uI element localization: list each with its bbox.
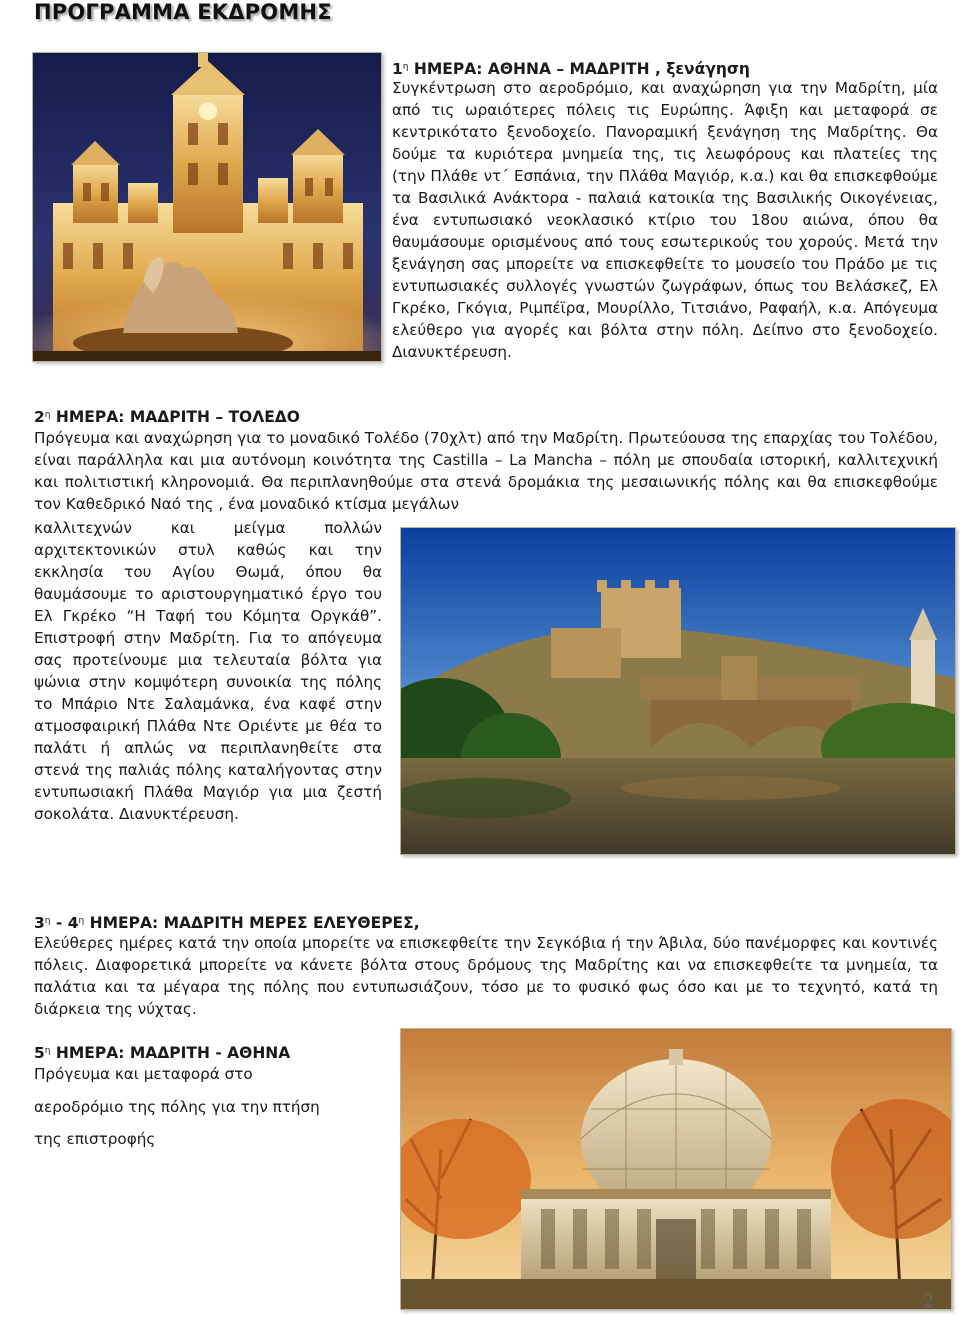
day1-text: Συγκέντρωση στο αεροδρόμιο, και αναχώρηση για την Μαδρίτη, μία από τις ωραιότερες πόλεις τις Ευρώπης. Άφιξη και μεταφορά σε κεντρικότατο ξενοδοχείο. Πανοραμική ξενάγηση της Μαδρίτης. Θα δούμε τα κυριότερα μνημεία της, τις λεωφόρους και πλατείες της (την Πλάθε ντ΄ Εσπάνια, την Πλάθα Μαγιόρ, κ.α.) και θα επισκεφθούμε τα Βασιλικά Ανάκτορα - παλαιά κατοικία της Βασιλικής Οικογένειας, ένα εντυπωσιακό νεοκλασικό κτίριο του 18ου αιώνα, όπου θα θαυμάσουμε ορισμένους από τους εσωτερικούς του χορούς. Μετά την ξενάγηση σας μπορείτε να επισκεφθείτε το μουσείο του Πράδο με τις εντυπωσιακές συλλογές γνωστών ζωγράφων, όπως του Βελάσκεζ, Ελ Γκρέκο, Γκόγια, Ριμπέϊρα, Μουρίλλο, Τιτσιάνο, Ραφαήλ, κ.α. Απόγευμα ελεύθερο για αγορές και βόλτα στην πόλη. Δείπνο στο ξενοδοχείο. Διανυκτέρευση.: [392, 79, 938, 361]
page-number: 2: [922, 1291, 934, 1312]
day34-text: Ελεύθερες ημέρες κατά την οποία μπορείτε να επισκεφθείτε την Σεγκόβια ή την Άβιλα, δύο πανέμορφες και κοντινές πόλεις. Διαφορετικά μπορείτε να κάνετε βόλτα στους δρόμους της Μαδρίτης και να επισκεφθείτε τα μνημεία, τα παλάτια και τα μέγαρα της πόλης που εντυπωσιάζουν, τόσο με το φυσικό φως όσο και με το τεχνητό, κατά τη διάρκεια της νύχτας.: [34, 934, 938, 1018]
day34-sup2: η: [78, 916, 85, 926]
day34-num1: 3: [34, 914, 45, 932]
day34-num2: 4: [67, 914, 79, 932]
day1-sup: η: [402, 62, 409, 72]
day2-heading: [34, 404, 934, 428]
day34-sup1: η: [44, 916, 51, 926]
toledo-bridge-photo: [400, 527, 956, 855]
day5-line2: αεροδρόμιο της πόλης για την πτήση: [34, 1098, 320, 1116]
day5-heading: [34, 1040, 394, 1064]
page-title: ΠΡΟΓΡΑΜΜΑ ΕΚΔΡΟΜΗΣ: [34, 0, 332, 24]
day5-line1: Πρόγευμα και μεταφορά στο: [34, 1065, 253, 1083]
day34-heading-text: ΗΜΕΡΑ: ΜΑΔΡΙΤΗ ΜΕΡΕΣ ΕΛΕΥΘΕΡΕΣ,: [84, 914, 420, 932]
cibeles-palace-photo: [32, 52, 382, 362]
day2-num: 2: [34, 408, 45, 426]
crystal-palace-photo: [400, 1028, 952, 1310]
day2-heading-text: ΗΜΕΡΑ: ΜΑΔΡΙΤΗ – ΤΟΛΕΔΟ: [50, 408, 300, 426]
day34-heading: [34, 910, 934, 934]
day2-sup: η: [44, 410, 51, 420]
day5-line3: της επιστροφής: [34, 1130, 156, 1148]
day1-heading-text: ΗΜΕΡΑ: ΑΘΗΝΑ – ΜΑΔΡΙΤΗ , ξενάγηση: [408, 60, 750, 78]
day2-text-top: Πρόγευμα και αναχώρηση για το μοναδικό Τολέδο (70χλτ) από την Μαδρίτη. Πρωτεύουσα της επαρχίας του Τολέδου, είναι παράλληλα και μια αυτόνομη κοινότητα της Castilla – La Mancha – πόλη με σπουδαία ιστορική, καλλιτεχνική και πολιτιστική κληρονομιά. Θα περιπλανηθούμε στα στενά δρομάκια της μεσαιωνικής πόλης και θα επισκεφθούμε τον Καθεδρικό Ναό της , ένα μοναδικό κτίσμα μεγάλων: [34, 429, 938, 513]
day5-num: 5: [34, 1044, 45, 1062]
day5-sup: η: [44, 1046, 51, 1056]
day2-text-side: καλλιτεχνών και μείγμα πολλών αρχιτεκτονικών στυλ καθώς και την εκκλησία του Αγίου Θωμά, όπου θα θαυμάσουμε το αριστουργηματικό έργο του Ελ Γκρέκο “Η Ταφή του Κόμητα Οργκάθ”. Επιστροφή στην Μαδρίτη. Για το απόγευμα σας προτείνουμε μια τελευταία βόλτα για ψώνια στην κομψότερη συνοικία της πόλης το Μπάριο Ντε Σαλαμάνκα, ένα καφέ στην ατμοσφαιρική Πλάθα Ντε Οριέντε με θέα το παλάτι ή απλώς να περιπλανηθείτε στα στενά της παλιάς πόλης καταλήγοντας στην εντυπωσιακή Πλάθα Μαγιόρ για μια ζεστή σοκολάτα. Διανυκτέρευση.: [34, 519, 382, 823]
day34-dash: -: [50, 914, 68, 932]
day5-heading-text: ΗΜΕΡΑ: ΜΑΔΡΙΤΗ - ΑΘΗΝΑ: [50, 1044, 291, 1062]
day1-num: 1: [392, 60, 403, 78]
